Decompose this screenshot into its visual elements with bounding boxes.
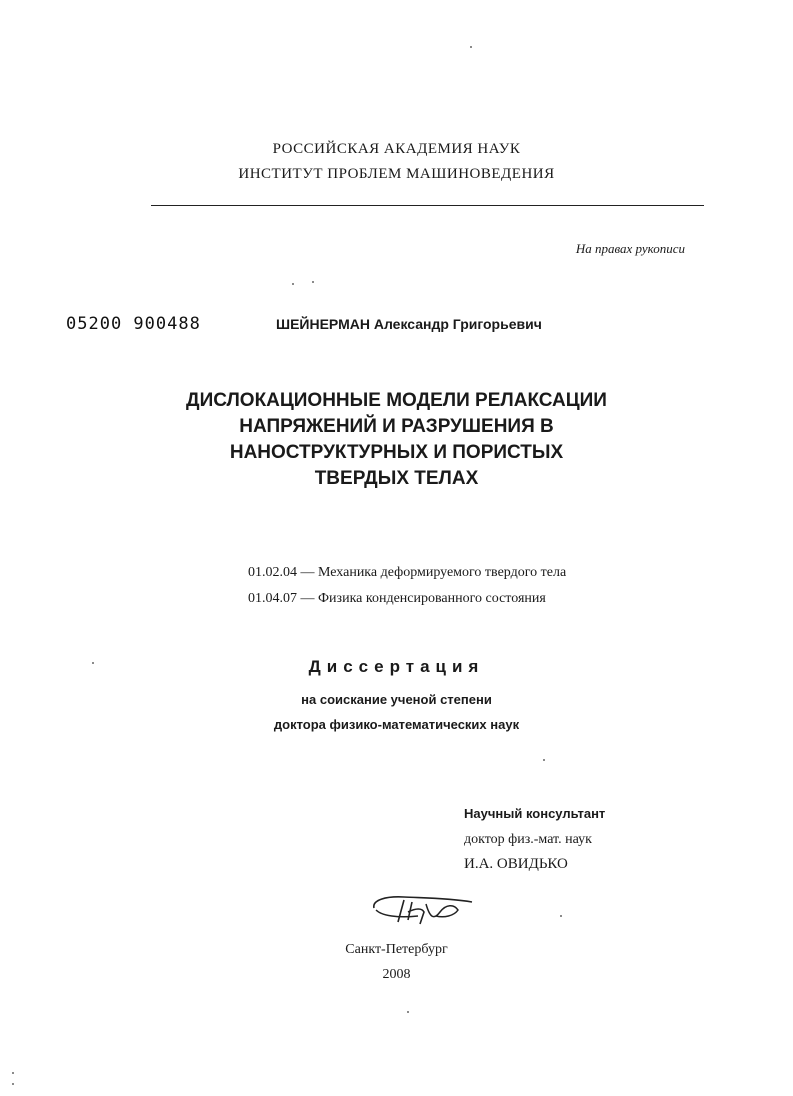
consultant-name: И.А. ОВИДЬКО — [464, 856, 568, 872]
thesis-title-line-4: ТВЕРДЫХ ТЕЛАХ — [314, 468, 479, 489]
scan-speck — [560, 915, 562, 917]
scan-speck — [407, 1011, 409, 1013]
organization-line-1: РОССИЙСКАЯ АКАДЕМИЯ НАУК — [272, 141, 521, 157]
manuscript-rights-note: На правах рукописи — [575, 241, 685, 256]
scan-speck — [543, 759, 545, 761]
thesis-title-line-1: ДИСЛОКАЦИОННЫЕ МОДЕЛИ РЕЛАКСАЦИИ — [186, 390, 607, 411]
specialty-2: 01.04.07 — Физика конденсированного состояния — [248, 591, 546, 606]
thesis-title-line-3: НАНОСТРУКТУРНЫХ И ПОРИСТЫХ — [229, 442, 564, 463]
specialty-1: 01.02.04 — Механика деформируемого твердого тела — [248, 565, 567, 580]
author-name: ШЕЙНЕРМАН Александр Григорьевич — [276, 316, 542, 332]
scan-speck — [470, 46, 472, 48]
consultant-heading: Научный консультант — [464, 806, 606, 821]
thesis-title-line-2: НАПРЯЖЕНИЙ И РАЗРУШЕНИЯ В — [239, 416, 554, 437]
consultant-rank: доктор физ.-мат. наук — [464, 832, 592, 847]
degree-line-1: на соискание ученой степени — [301, 692, 492, 707]
scan-speck — [12, 1072, 14, 1074]
organization-line-2: ИНСТИТУТ ПРОБЛЕМ МАШИНОВЕДЕНИЯ — [238, 166, 555, 182]
signature-mark — [368, 890, 478, 930]
degree-line-2: доктора физико-математических наук — [273, 717, 520, 732]
scan-speck — [12, 1083, 14, 1085]
document-type: Диссертация — [308, 657, 485, 676]
archive-code: 05200 900488 — [66, 314, 201, 334]
year: 2008 — [382, 967, 411, 982]
scan-speck — [92, 662, 94, 664]
scan-speck — [312, 281, 314, 283]
city: Санкт-Петербург — [345, 942, 448, 957]
scan-speck — [292, 283, 294, 285]
header-divider — [151, 205, 704, 206]
